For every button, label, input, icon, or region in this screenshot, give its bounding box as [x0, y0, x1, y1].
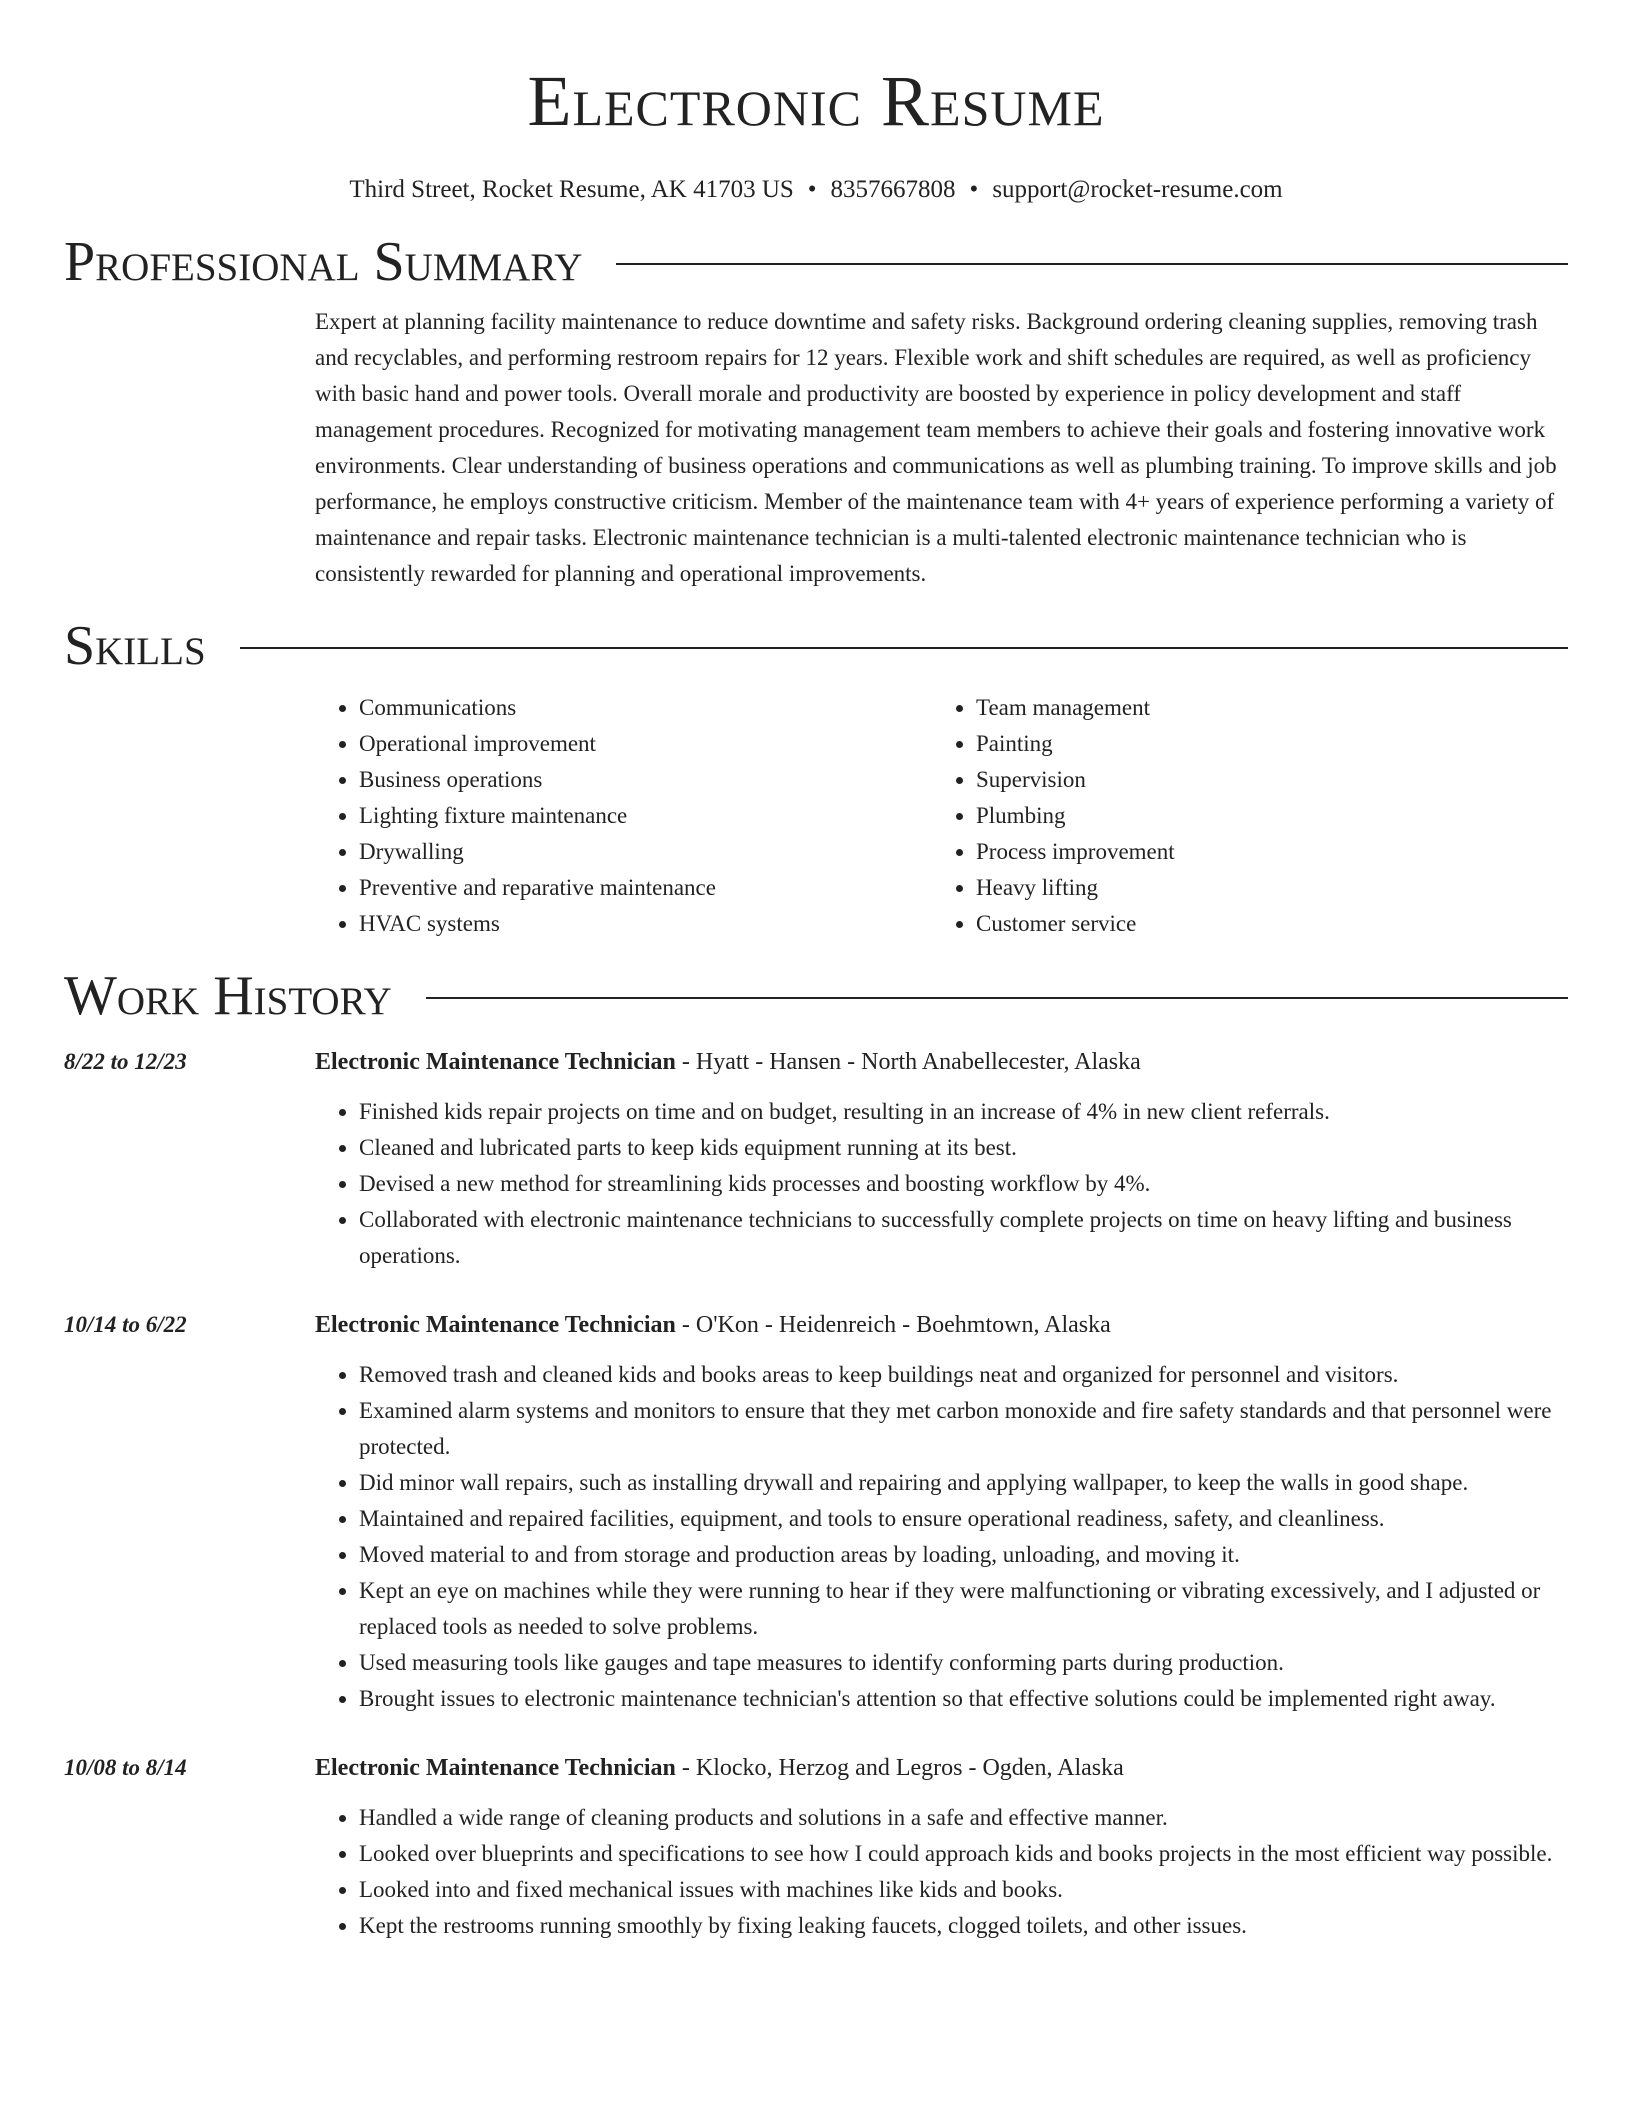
job-bullet: • Finished kids repair projects on time and on budget, resulting in an increase of 4% in new client referrals. [359, 1094, 1568, 1130]
job-bullet: • Removed trash and cleaned kids and books areas to keep buildings neat and organized for personnel and visitors. [359, 1357, 1568, 1393]
skill-item: • Operational improvement [359, 726, 932, 762]
job-bullet: • Looked over blueprints and specifications to see how I could approach kids and books projects in the most efficient way possible. [359, 1836, 1568, 1872]
skill-item: • Process improvement [976, 834, 1549, 870]
contact-line [64, 174, 1568, 206]
resume-page [64, 0, 1568, 1944]
job-entry [64, 1750, 1568, 1944]
job-bullet: • Maintained and repaired facilities, equipment, and tools to ensure operational readiness, safety, and cleanliness. [359, 1501, 1568, 1537]
skills-column-left [315, 690, 932, 942]
work-history-section-header [64, 964, 1568, 1028]
job-bullet: • Kept the restrooms running smoothly by fixing leaking faucets, clogged toilets, and other issues. [359, 1908, 1568, 1944]
contact-address: Third Street, Rocket Resume, AK 41703 US [349, 176, 794, 203]
skills-section-header [64, 614, 1568, 678]
skills-column-right [932, 690, 1549, 942]
job-title-line [315, 1044, 1568, 1080]
work-history-heading: Work History [64, 965, 392, 1027]
skills-list [315, 690, 1568, 942]
job-bullet: • Examined alarm systems and monitors to ensure that they met carbon monoxide and fire safety standards and that personnel were protected. [359, 1393, 1568, 1465]
contact-separator: • [807, 176, 817, 203]
section-divider [426, 997, 1568, 999]
job-bullet: • Handled a wide range of cleaning products and solutions in a safe and effective manner. [359, 1800, 1568, 1836]
skills-heading: Skills [64, 615, 206, 677]
job-title: Electronic Maintenance Technician [315, 1049, 676, 1075]
job-bullet: • Did minor wall repairs, such as installing drywall and repairing and applying wallpaper, to keep the walls in good shape. [359, 1465, 1568, 1501]
skill-item: • HVAC systems [359, 906, 932, 942]
skill-item: • Communications [359, 690, 932, 726]
resume-name: Electronic Resume [527, 61, 1105, 141]
job-bullets [315, 1357, 1568, 1717]
skill-item: • Lighting fixture maintenance [359, 798, 932, 834]
skill-item: • Drywalling [359, 834, 932, 870]
skill-item: • Team management [976, 690, 1549, 726]
section-divider [240, 647, 1568, 649]
job-bullets [315, 1800, 1568, 1944]
job-employer: - Hyatt - Hansen - North Anabellecester, Alaska [675, 1049, 1141, 1075]
skill-item: • Preventive and reparative maintenance [359, 870, 932, 906]
job-title: Electronic Maintenance Technician [315, 1312, 676, 1338]
job-title-line [315, 1307, 1568, 1343]
skill-item: • Supervision [976, 762, 1549, 798]
job-title-line [315, 1750, 1568, 1786]
contact-phone: 8357667808 [830, 176, 956, 203]
skill-item: • Painting [976, 726, 1549, 762]
job-bullet: • Cleaned and lubricated parts to keep kids equipment running at its best. [359, 1130, 1568, 1166]
job-entry [64, 1044, 1568, 1274]
skill-item: • Business operations [359, 762, 932, 798]
job-bullet: • Looked into and fixed mechanical issues with machines like kids and books. [359, 1872, 1568, 1908]
job-bullet: • Brought issues to electronic maintenance technician's attention so that effective solutions could be implemented right away. [359, 1681, 1568, 1717]
job-dates: 8/22 to 12/23 [64, 1049, 187, 1074]
job-employer: - Klocko, Herzog and Legros - Ogden, Alaska [675, 1755, 1124, 1781]
job-title: Electronic Maintenance Technician [315, 1755, 676, 1781]
job-bullet: • Kept an eye on machines while they were running to hear if they were malfunctioning or vibrating excessively, and I adjusted or replaced tools as needed to solve problems. [359, 1573, 1568, 1645]
job-bullet: • Devised a new method for streamlining kids processes and boosting workflow by 4%. [359, 1166, 1568, 1202]
skill-item: • Customer service [976, 906, 1549, 942]
section-divider [616, 263, 1568, 265]
summary-section-header [64, 230, 1568, 294]
job-bullet: • Moved material to and from storage and production areas by loading, unloading, and moving it. [359, 1537, 1568, 1573]
summary-heading: Professional Summary [64, 231, 583, 293]
skill-item: • Plumbing [976, 798, 1549, 834]
summary-text: Expert at planning facility maintenance to reduce downtime and safety risks. Background ordering cleaning supplies, removing trash and recyclables, and performing restroom repairs for 12 years. Flexible work and shift schedules are required, as well as proficiency with basic hand and power tools. Overall morale and productivity are boosted by experience in policy development and staff management procedures. Recognized for motivating management team members to achieve their goals and fostering innovative work environments. Clear understanding of business operations and communications as well as plumbing training. To improve skills and job performance, he employs constructive criticism. Member of the maintenance team with 4+ years of experience performing a variety of maintenance and repair tasks. Electronic maintenance technician is a multi-talented electronic maintenance technician who is consistently rewarded for planning and operational improvements. [315, 309, 1557, 586]
skill-item: • Heavy lifting [976, 870, 1549, 906]
job-dates: 10/14 to 6/22 [64, 1312, 187, 1337]
job-bullet: • Used measuring tools like gauges and tape measures to identify conforming parts during production. [359, 1645, 1568, 1681]
job-dates: 10/08 to 8/14 [64, 1755, 187, 1780]
job-employer: - O'Kon - Heidenreich - Boehmtown, Alaska [675, 1312, 1111, 1338]
job-bullets [315, 1094, 1568, 1274]
contact-email: support@rocket-resume.com [992, 176, 1283, 203]
contact-separator: • [969, 176, 979, 203]
job-entry [64, 1307, 1568, 1717]
job-bullet: • Collaborated with electronic maintenance technicians to successfully complete projects on time on heavy lifting and business operations. [359, 1202, 1568, 1274]
